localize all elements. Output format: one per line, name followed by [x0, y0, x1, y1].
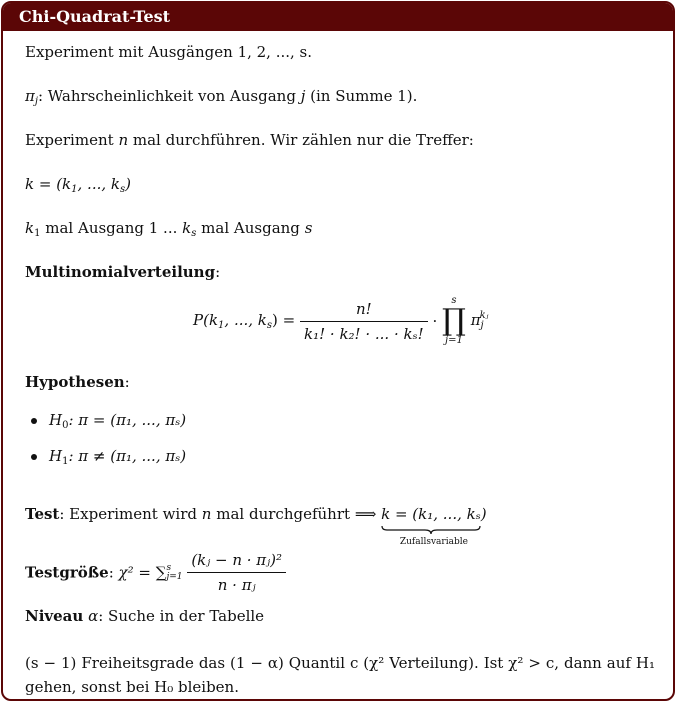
- chi-square-test-box: [1, 1, 675, 701]
- multinomial-colon: :: [215, 263, 221, 281]
- hypotheses-heading-line: [25, 373, 130, 391]
- test-text-a: : Experiment wird: [59, 505, 198, 523]
- formula-lhs-sub1: 1: [218, 319, 225, 331]
- level-alpha: α: [88, 607, 99, 625]
- formula-numerator: n!: [300, 300, 428, 322]
- product-pi: π: [470, 311, 481, 329]
- h1-sub: 1: [62, 456, 69, 467]
- test-n: n: [201, 505, 212, 523]
- formula-lhs-end: ) =: [272, 310, 296, 329]
- formula-dot: ·: [432, 312, 438, 330]
- formula-fraction: [300, 300, 428, 343]
- line-experiment: [25, 43, 312, 61]
- implies-arrow: ⟹: [354, 505, 377, 523]
- conclusion-paragraph: (s − 1) Freiheitsgrade das (1 − α) Quantil c (χ² Verteilung). Ist χ² > c, dann auf H₁ gehen, sonst bei H₀ bleiben.: [25, 654, 655, 696]
- statistic-colon: :: [108, 563, 114, 582]
- level-text: : Suche in der Tabelle: [98, 607, 265, 625]
- formula-denominator: k₁! · k₂! · ... · kₛ!: [304, 324, 424, 343]
- multinomial-formula: [193, 296, 488, 386]
- pi-symbol: π: [25, 87, 35, 105]
- level-heading: Niveau: [25, 607, 84, 625]
- test-line: [25, 505, 487, 547]
- box-title: Chi-Quadrat-Test: [3, 3, 673, 31]
- level-line: [25, 607, 264, 625]
- experiment-text: Experiment mit Ausgängen: [25, 43, 233, 61]
- k1-symbol: k: [25, 219, 35, 237]
- underbrace-icon: [381, 525, 481, 535]
- multinomial-heading-line: [25, 263, 220, 281]
- ks-s: s: [304, 219, 313, 237]
- sum-limits: [166, 564, 182, 582]
- chi-square-sum: χ² = ∑: [118, 563, 167, 582]
- product-operator: [442, 296, 466, 346]
- pi-tail: (in Summe 1).: [310, 87, 418, 105]
- experiment-end: .: [307, 43, 313, 61]
- formula-lhs-mid: , ..., k: [224, 310, 267, 329]
- k-def-start: k = (k: [25, 175, 72, 193]
- statistic-line: [25, 551, 286, 594]
- multinomial-heading: Multinomialverteilung: [25, 263, 216, 281]
- k-def-subs: s: [119, 184, 126, 195]
- brace-label: Zufallsvariable: [399, 537, 468, 547]
- experiment-math: 1, 2, ..., s: [237, 43, 308, 61]
- formula-lhs-subs: s: [266, 319, 273, 331]
- h0-label: H: [49, 411, 63, 429]
- k-def-end: ): [125, 175, 131, 193]
- h0-sub: 0: [62, 420, 69, 431]
- test-heading: Test: [25, 505, 60, 523]
- product-upper-limit: s: [451, 295, 457, 306]
- sum-upper-limit: s: [166, 562, 172, 573]
- hypothesis-h1: [31, 447, 186, 468]
- formula-lhs: [193, 311, 295, 329]
- test-k-expression: k = (k₁, ..., kₛ): [381, 505, 487, 523]
- test-text-b: mal durchgeführt: [216, 505, 351, 523]
- statistic-numerator: (kⱼ − n · πⱼ)²: [187, 551, 286, 573]
- k1-text: mal Ausgang 1 ...: [45, 219, 178, 237]
- execute-text-b: mal durchführen. Wir zählen nur die Treffer:: [132, 131, 474, 149]
- bullet-dot: [31, 454, 37, 460]
- h1-text: : π ≠ (π₁, ..., πₛ): [68, 447, 187, 465]
- product-lower-limit: j=1: [445, 335, 463, 346]
- k-def-sub1: 1: [71, 184, 78, 195]
- ks-text: mal Ausgang: [201, 219, 300, 237]
- pi-text: : Wahrscheinlichkeit von Ausgang: [37, 87, 296, 105]
- sum-lower-limit: j=1: [166, 571, 183, 582]
- line-pi-definition: [25, 87, 417, 108]
- k1-sub: 1: [34, 228, 41, 239]
- statistic-heading: Testgröße: [25, 563, 109, 582]
- product-term: [471, 311, 489, 329]
- statistic-denominator: n · πⱼ: [217, 576, 256, 594]
- h1-label: H: [49, 447, 63, 465]
- h0-text: : π = (π₁, ..., πₛ): [68, 411, 187, 429]
- hypotheses-colon: :: [124, 373, 130, 391]
- ks-symbol: k: [182, 219, 192, 237]
- hypothesis-h0: [31, 411, 186, 432]
- line-execute: [25, 131, 474, 149]
- pi-subscript: j: [34, 96, 38, 107]
- ks-sub: s: [191, 228, 197, 239]
- line-k1-ks: [25, 219, 312, 240]
- k-def-mid: , ..., k: [77, 175, 120, 193]
- product-symbol: ∏: [442, 303, 466, 338]
- product-pi-sup: kⱼ: [479, 310, 489, 321]
- formula-lhs-start: P(k: [193, 310, 219, 329]
- underbrace-group: [381, 505, 487, 547]
- line-k-definition: [25, 175, 131, 196]
- execute-n: n: [118, 131, 129, 149]
- pi-j: j: [300, 87, 306, 105]
- hypotheses-heading: Hypothesen: [25, 373, 125, 391]
- statistic-fraction: [187, 551, 286, 594]
- bullet-dot: [31, 418, 37, 424]
- execute-text-a: Experiment: [25, 131, 114, 149]
- product-pi-sub: j: [480, 320, 484, 331]
